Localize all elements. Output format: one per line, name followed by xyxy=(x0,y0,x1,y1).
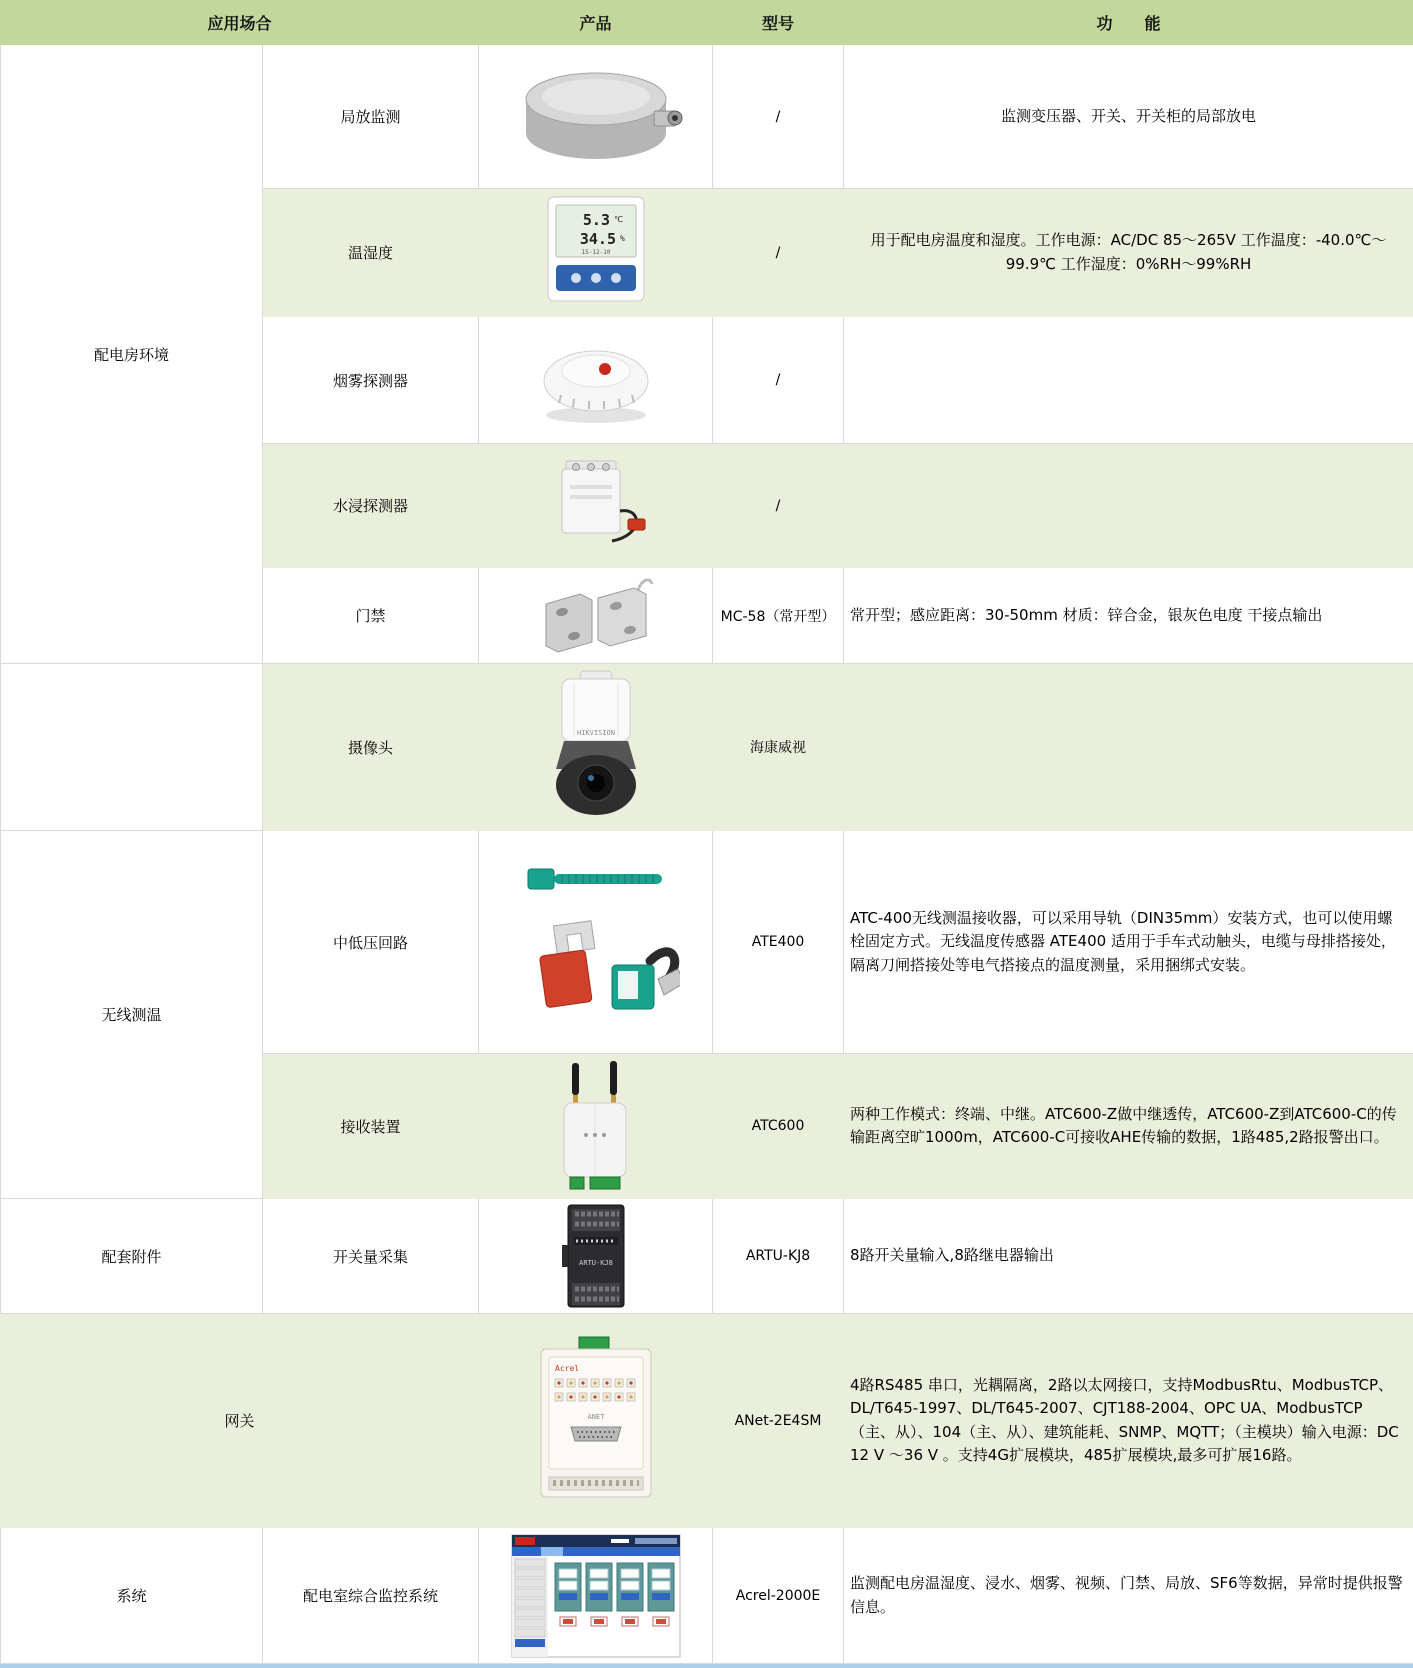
model-cell: MC-58（常开型） xyxy=(713,568,844,664)
table-row xyxy=(1,831,1413,1054)
function-cell: 两种工作模式：终端、中继。ATC600-Z做中继透传，ATC600-Z到ATC600-C的传输距离空旷1000m，ATC600-C可接收AHE传输的数据，1路485,2路报警出口。 xyxy=(844,1054,1413,1199)
artu-module-image xyxy=(550,1201,642,1311)
product-temp-humidity: 温湿度 xyxy=(263,189,479,317)
model-cell: Acrel-2000E xyxy=(713,1528,844,1664)
ptz-camera-image xyxy=(544,669,648,825)
function-cell: 4路RS485 串口，光耦隔离，2路以太网接口，支持ModbusRtu、ModbusTCP、DL/T645-1997、DL/T645-2007、CJT188-2004、OPC UA、ModbusTCP（主、从）、104（主、从）、建筑能耗、SNMP、MQTT；（主模块）输入电源：DC 12 V ～36 V 。支持4G扩展模块，485扩展模块,最多可扩展16路。 xyxy=(844,1314,1413,1528)
function-cell: 常开型；感应距离：30-50mm 材质：锌合金，银灰色电度 干接点输出 xyxy=(844,568,1413,664)
anet-label-text: ANET xyxy=(587,1413,605,1421)
product-image-cell xyxy=(479,444,713,568)
receiver-device-image xyxy=(556,1059,636,1193)
function-cell: 监测变压器、开关、开关柜的局部放电 xyxy=(844,45,1413,189)
product-image-cell xyxy=(479,317,713,444)
product-image-cell xyxy=(479,1314,713,1528)
lcd-temp-unit: ℃ xyxy=(614,215,623,224)
function-cell: ATC-400无线测温接收器，可以采用导轨（DIN35mm）安装方式，也可以使用螺栓固定方式。无线温度传感器 ATE400 适用于手车式动触头，电缆与母排搭接处，隔离刀闸搭接处等电气搭接点的温度测量，采用捆绑式安装。 xyxy=(844,831,1413,1054)
product-di-acquisition: 开关量采集 xyxy=(263,1199,479,1314)
acrel2000e-screenshot-image xyxy=(511,1533,681,1659)
acrel-logo-text: Acrel xyxy=(555,1364,579,1373)
lcd-date: 15-12-10 xyxy=(581,249,610,256)
function-cell xyxy=(844,664,1413,831)
table-row xyxy=(1,1199,1413,1314)
artu-label-text: ARTU-KJ8 xyxy=(579,1259,613,1267)
product-door-access: 门禁 xyxy=(263,568,479,664)
function-cell: 8路开关量输入,8路继电器输出 xyxy=(844,1199,1413,1314)
header-product: 产品 xyxy=(479,1,713,45)
model-cell: / xyxy=(713,45,844,189)
scene-cell-wireless-temp: 无线测温 xyxy=(1,831,263,1199)
scene-cell-empty xyxy=(1,664,263,831)
product-partial-discharge: 局放监测 xyxy=(263,45,479,189)
model-cell: ARTU-KJ8 xyxy=(713,1199,844,1314)
header-application: 应用场合 xyxy=(1,1,479,45)
product-image-cell xyxy=(479,831,713,1054)
product-monitoring-system: 配电室综合监控系统 xyxy=(263,1528,479,1664)
table-row xyxy=(1,1528,1413,1664)
product-image-cell xyxy=(479,1528,713,1664)
lcd-hum-value: 34.5 xyxy=(579,230,615,248)
model-cell: / xyxy=(713,444,844,568)
header-row xyxy=(1,1,1413,45)
product-image-cell xyxy=(479,1199,713,1314)
water-leak-detector-image xyxy=(540,453,652,559)
product-water-leak-detector: 水浸探测器 xyxy=(263,444,479,568)
model-cell: ANet-2E4SM xyxy=(713,1314,844,1528)
model-cell: / xyxy=(713,317,844,444)
product-mid-low-voltage-circuit: 中低压回路 xyxy=(263,831,479,1054)
scene-cell-accessories: 配套附件 xyxy=(1,1199,263,1314)
scene-cell-system: 系统 xyxy=(1,1528,263,1664)
function-cell: 监测配电房温湿度、浸水、烟雾、视频、门禁、局放、SF6等数据，异常时提供报警信息。 xyxy=(844,1528,1413,1664)
model-cell: / xyxy=(713,189,844,317)
product-image-cell xyxy=(479,189,713,317)
lcd-temp-value: 5.3 xyxy=(582,211,609,229)
table-row xyxy=(1,45,1413,189)
product-image-cell xyxy=(479,568,713,664)
header-function: 功 能 xyxy=(844,1,1413,45)
partial-discharge-sensor-image xyxy=(508,59,684,175)
lcd-hum-unit: % xyxy=(620,234,625,243)
temp-humidity-sensor-image xyxy=(528,195,664,311)
product-receiver: 接收装置 xyxy=(263,1054,479,1199)
product-image-cell xyxy=(479,664,713,831)
product-image-cell xyxy=(479,45,713,189)
function-cell xyxy=(844,444,1413,568)
table-row xyxy=(1,1314,1413,1528)
scene-cell-gateway: 网关 xyxy=(1,1314,479,1528)
model-cell: 海康威视 xyxy=(713,664,844,831)
product-smoke-detector: 烟雾探测器 xyxy=(263,317,479,444)
wireless-temp-sensors-image xyxy=(512,853,680,1031)
table-row xyxy=(1,664,1413,831)
product-camera: 摄像头 xyxy=(263,664,479,831)
door-contact-image xyxy=(534,574,658,658)
header-model: 型号 xyxy=(713,1,844,45)
anet-gateway-image xyxy=(529,1335,663,1507)
scene-cell-environment: 配电房环境 xyxy=(1,45,263,664)
camera-brand-text: HIKVISION xyxy=(577,729,615,737)
bottom-edge-strip xyxy=(0,1664,1413,1668)
function-cell: 用于配电房温度和湿度。工作电源：AC/DC 85～265V 工作温度：-40.0℃～99.9℃ 工作湿度：0%RH～99%RH xyxy=(844,189,1413,317)
smoke-detector-image xyxy=(533,333,659,427)
function-cell xyxy=(844,317,1413,444)
product-image-cell xyxy=(479,1054,713,1199)
model-cell: ATC600 xyxy=(713,1054,844,1199)
model-cell: ATE400 xyxy=(713,831,844,1054)
